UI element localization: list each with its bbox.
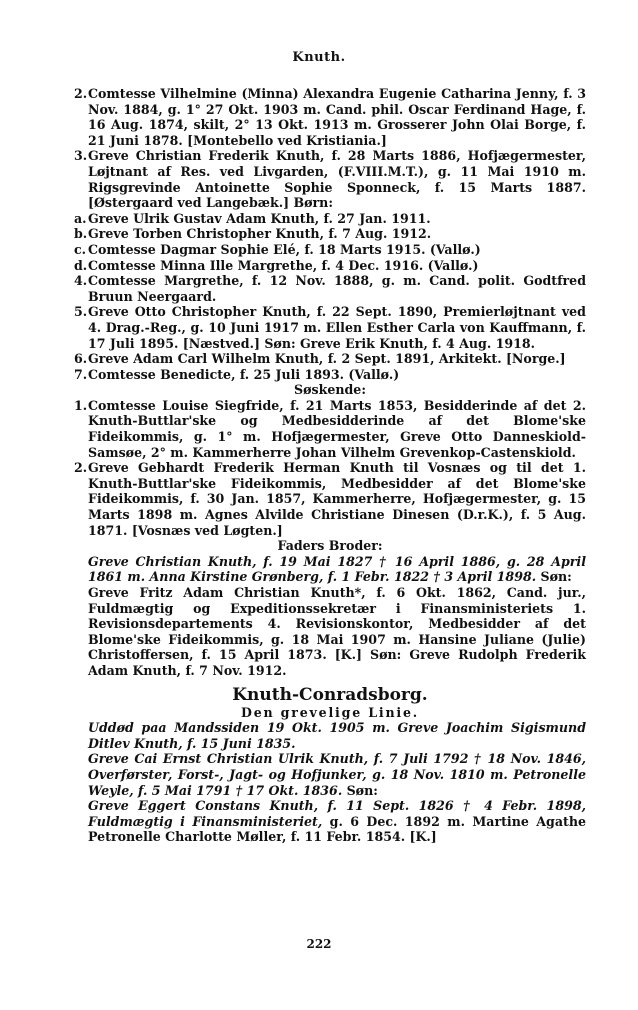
section-paragraph-2 (74, 751, 586, 798)
fathers-brother-italic: Greve Christian Knuth, f. 19 Mai 1827 † 16 April 1886, g. 28 April 1861 m. Anna Kirstine Grønberg, f. 1 Febr. 1822 † 3 April 1898. (88, 553, 586, 585)
entry-text: Comtesse Dagmar Sophie Elé, f. 18 Marts 1915. (Vallø.) (88, 241, 481, 257)
entry-2 (74, 86, 586, 148)
entry-text: Greve Gebhardt Frederik Herman Knuth til Vosnæs og til det 1. Knuth-Buttlar'ske Fideikommis, Medbesidder af det Blome'ske Fideikommis, f. 30 Jan. 1857, Kammerherre, Hofjægermester, g. 15 Marts 1898 m. Agnes Alvilde Christiane Dinesen (D.r.K.), f. 5 Aug. 1871. [Vosnæs ved Løgten.] (88, 460, 586, 538)
running-header: Knuth. (292, 50, 346, 65)
entry-text: Comtesse Margrethe, f. 12 Nov. 1888, g. m. Cand. polit. Godtfred Bruun Neergaard. (88, 273, 586, 304)
child-c (74, 242, 586, 258)
entry-number: 6. (74, 351, 88, 367)
extinct-note: Uddød paa Mandssiden 19 Okt. 1905 m. Greve Joachim Sigismund Ditlev Knuth, f. 15 Juni 1835. (88, 720, 586, 751)
entry-text: Comtesse Benedicte, f. 25 Juli 1893. (Vallø.) (88, 366, 400, 382)
page-number: 222 (306, 937, 332, 951)
entry-text: Greve Ulrik Gustav Adam Knuth, f. 27 Jan. 1911. (88, 210, 431, 226)
section-subtitle: Den grevelige Linie. (240, 704, 419, 720)
entry-text: Greve Christian Frederik Knuth, f. 28 Marts 1886, Hofjægermester, Løjtnant af Res. ved Livgarden, (F.VIII.M.T.), g. 11 Mai 1910 m. Rigsgrevinde Antoinette Sophie Sponneck, f. 15 Marts 1887. [Østergaard ved Langebæk.] Børn: (88, 148, 586, 211)
entry-number: 7. (74, 366, 88, 382)
section-paragraph-1 (74, 720, 586, 751)
sibling-2 (74, 460, 586, 538)
entry-text: Comtesse Minna Ille Margrethe, f. 4 Dec. 1916. (Vallø.) (88, 257, 479, 273)
child-a (74, 211, 586, 227)
entry-number: d. (74, 257, 88, 273)
entry-text: Greve Torben Christopher Knuth, f. 7 Aug. 1912. (88, 226, 432, 242)
son-label: Søn: (536, 569, 572, 585)
ancestor-text: Greve Cai Ernst Christian Ulrik Knuth, f. 7 Juli 1792 † 18 Nov. 1846, Overførster, Forst-, Jagt- og Hofjunker, g. 18 Nov. 1810 m. Petronelle Weyle, f. 5 Mai 1791 † 17 Okt. 1836. (88, 751, 586, 798)
entry-text: Comtesse Louise Siegfride, f. 21 Marts 1853, Besidderinde af det 2. Knuth-Buttlar'ske og Medbesidderinde af det Blome'ske Fideikommis, g. 1° m. Hofjægermester, Greve Otto Danneskiold-Samsøe, 2° m. Kammerherre Johan Vilhelm Grevenkop-Castenskiold. (88, 397, 586, 460)
entry-number: 2. (74, 86, 88, 101)
section-paragraph-3 (74, 798, 586, 845)
entry-number: a. (74, 210, 87, 226)
entry-3 (74, 148, 586, 210)
child-b (74, 226, 586, 242)
entry-5 (74, 304, 586, 351)
fathers-brother-heading: Faders Broder: (277, 538, 383, 554)
entry-number: 5. (74, 304, 88, 320)
child-d (74, 258, 586, 274)
entry-number: c. (74, 241, 87, 257)
entry-text: Greve Adam Carl Wilhelm Knuth, f. 2 Sept. 1891, Arkitekt. [Norge.] (88, 351, 566, 367)
entry-4 (74, 273, 586, 304)
entry-text: Greve Otto Christopher Knuth, f. 22 Sept. 1890, Premierløjtnant ved 4. Drag.-Reg., g. 10 Juni 1917 m. Ellen Esther Carla von Kauffmann, f. 17 Juli 1895. [Næstved.] Søn: Greve Erik Knuth, f. 4 Aug. 1918. (88, 304, 586, 351)
entry-number: b. (74, 226, 88, 242)
entry-6 (74, 351, 586, 367)
entry-number: 1. (74, 397, 88, 413)
section-title: Knuth-Conradsborg. (232, 684, 428, 705)
entry-text: Comtesse Vilhelmine (Minna) Alexandra Eugenie Catharina Jenny, f. 3 Nov. 1884, g. 1° 27 Okt. 1903 m. Cand. phil. Oscar Ferdinand Hage, f. 16 Aug. 1874, skilt, 2° 13 Okt. 1913 m. Grosserer John Olai Borge, f. 21 Juni 1878. [Montebello ved Kristiania.] (88, 86, 586, 148)
entry-number: 3. (74, 148, 88, 164)
sibling-1 (74, 398, 586, 460)
son-rest-text: g. 6 Dec. 1892 m. Martine Agathe Petronelle Charlotte Møller, f. 11 Febr. 1854. [K.] (88, 813, 587, 845)
siblings-heading: Søskende: (294, 382, 366, 398)
page-content (74, 86, 586, 845)
entry-number: 4. (74, 273, 88, 289)
son-label: Søn: (342, 782, 378, 798)
entry-7 (74, 367, 586, 383)
fathers-son-text: Greve Fritz Adam Christian Knuth*, f. 6 Okt. 1862, Cand. jur., Fuldmægtig og Expeditionssekretær i Finansministeriets 1. Revisionsdepartements 4. Revisionskontor, Medbesidder af det Blome'ske Fideikommis, g. 18 Mai 1907 m. Hansine Juliane (Julie) Christoffersen, f. 15 April 1873. [K.] Søn: Greve Rudolph Frederik Adam Knuth, f. 7 Nov. 1912. (88, 585, 586, 678)
fathers-brother-paragraph (74, 554, 586, 585)
entry-number: 2. (74, 460, 88, 476)
son-italic-text: Greve Eggert Constans Knuth, f. 11 Sept. 1826 † 4 Febr. 1898, Fuldmægtig i Finansministeriet, (88, 798, 586, 829)
fathers-son-paragraph (74, 585, 586, 679)
